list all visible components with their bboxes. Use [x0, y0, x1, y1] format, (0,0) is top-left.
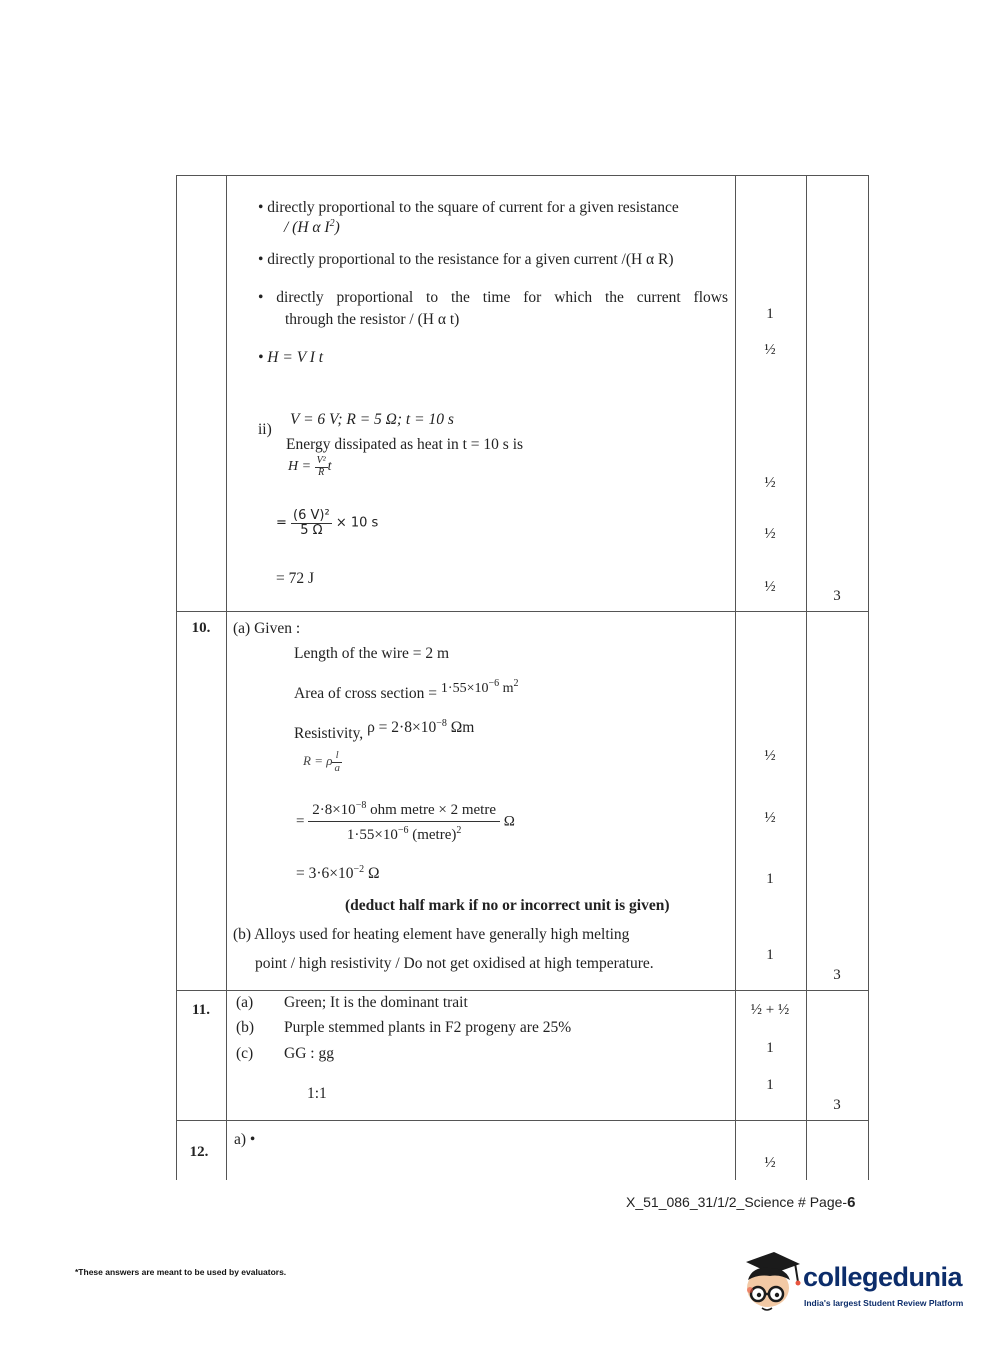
table-border-left: [176, 175, 177, 1180]
q10-part-a: (a) Given :: [233, 620, 301, 637]
q9-calc-num: (6 V)²: [293, 508, 330, 523]
collegedunia-logo: [740, 1248, 975, 1320]
q9-mark-2: ½: [764, 342, 776, 358]
q9-formula-lhs: H =: [288, 459, 315, 475]
q11-mark-2: 1: [766, 1040, 774, 1056]
q10-formula-lhs: R = ρ: [303, 753, 333, 769]
q10-resistivity-unit: Ωm: [446, 719, 475, 737]
q11-mark-3: 1: [766, 1077, 774, 1093]
q10-result-unit: Ω: [364, 865, 380, 883]
q10-resistivity: [294, 718, 474, 743]
q10-area-value: 1·55×10: [440, 681, 489, 697]
q10-calc-num-b: ohm metre × 2 metre: [366, 802, 496, 818]
q9-formula-den: R: [318, 466, 325, 478]
q9-total: 3: [833, 588, 841, 604]
q10-resistivity-value: ρ = 2·8×10: [367, 719, 437, 737]
q10-formula-num: l: [332, 750, 342, 763]
q10-deduction-note: (deduct half mark if no or incorrect unit is given): [345, 897, 670, 914]
row-divider-q11: [176, 990, 869, 991]
q9-part-ii-label: ii): [258, 421, 272, 438]
q11-text-b: Purple stemmed plants in F2 progeny are 25%: [284, 1019, 572, 1036]
q10-resistivity-exp: −8: [436, 718, 447, 729]
q9-heat-formula: [288, 456, 332, 478]
q10-area: [294, 678, 519, 703]
page-number: 6: [847, 1194, 856, 1211]
q10-result-exp: −2: [353, 864, 365, 875]
q9-bullet-resistance: • directly proportional to the resistance for a given current /(H α R): [258, 251, 674, 268]
evaluator-disclaimer: *These answers are meant to be used by evaluators.: [75, 1267, 287, 1277]
q10-calc-den-a: 1·55×10: [346, 826, 398, 843]
table-divider-total: [806, 175, 807, 1180]
q12-part-a: a) •: [234, 1131, 256, 1148]
q10-resistance-formula: [303, 750, 342, 774]
q9-bullet-square-current: • directly proportional to the square of current for a given resistance: [258, 199, 679, 216]
table-border-top: [176, 175, 869, 176]
q9-relation-prefix: / (H α I: [284, 219, 330, 237]
q9-relation-sup: 2: [329, 218, 335, 229]
brand-tagline: India's largest Student Review Platform: [804, 1298, 964, 1308]
q11-number: 11.: [192, 1002, 210, 1018]
q9-result: = 72 J: [276, 570, 315, 587]
q10-calc-den-sup: 2: [456, 824, 462, 836]
row-divider-q10: [176, 611, 869, 612]
q9-mark-4: ½: [764, 526, 776, 542]
q10-mark-3: 1: [766, 871, 774, 887]
brand-name: collegedunia: [803, 1262, 963, 1292]
q9-calc-den: 5 Ω: [300, 522, 323, 538]
q10-calc-den-exp: −6: [397, 824, 409, 836]
q9-relation-i-squared: [284, 218, 340, 237]
q9-mark-5: ½: [764, 579, 776, 595]
q9-given-values: V = 6 V; R = 5 Ω; t = 10 s: [290, 411, 454, 428]
q10-area-unit-sup: 2: [513, 678, 519, 689]
table-divider-marks: [735, 175, 736, 1180]
q12-number: 12.: [189, 1144, 209, 1160]
q10-calc-den-b: (metre): [408, 826, 457, 843]
table-border-right: [868, 175, 869, 1180]
q11-mark-1: ½ + ½: [750, 1002, 790, 1018]
q11-label-c: (c): [236, 1045, 254, 1062]
q10-calculation: [296, 801, 515, 844]
q10-part-b-line2: point / high resistivity / Do not get oxidised at high temperature.: [255, 955, 654, 972]
q10-calc-num-exp: −8: [355, 800, 367, 811]
q11-total: 3: [833, 1097, 841, 1113]
q10-calc-eq: =: [296, 813, 305, 830]
q10-resistivity-label: Resistivity,: [294, 725, 368, 743]
q9-formula-rhs: t: [327, 459, 332, 475]
q11-label-a: (a): [236, 994, 254, 1011]
q10-calc-unit: Ω: [503, 813, 515, 830]
page-identifier: [626, 1194, 855, 1211]
q10-number: 10.: [191, 620, 211, 636]
q9-formula-num: V²: [316, 455, 326, 466]
q10-area-label: Area of cross section =: [294, 685, 441, 703]
q11-text-a: Green; It is the dominant trait: [284, 994, 468, 1011]
table-divider-qnum: [226, 175, 227, 1180]
q9-calc-rhs: × 10 s: [335, 515, 379, 531]
q10-result: [296, 864, 380, 883]
q10-part-b-line1: (b) Alloys used for heating element have generally high melting: [233, 926, 630, 943]
mascot-icon: [740, 1248, 804, 1320]
q9-calculation: [276, 509, 378, 537]
q9-calc-eq: =: [276, 515, 287, 531]
q10-mark-1: ½: [764, 748, 776, 764]
q10-area-exp: −6: [488, 678, 500, 689]
q10-mark-2: ½: [764, 810, 776, 826]
q9-bullet-formula: • H = V I t: [258, 349, 324, 366]
q9-relation-suffix: ): [334, 219, 340, 237]
q9-mark-3: ½: [764, 475, 776, 491]
q9-bullet-time-line2: through the resistor / (H α t): [285, 311, 460, 328]
row-divider-q12: [176, 1120, 869, 1121]
q10-calc-num-a: 2·8×10: [312, 802, 356, 818]
q10-length: Length of the wire = 2 m: [294, 645, 450, 662]
q9-mark-1: 1: [766, 306, 774, 322]
q10-formula-den: a: [334, 761, 340, 774]
q11-ratio: 1:1: [307, 1085, 327, 1102]
q11-label-b: (b): [236, 1019, 255, 1036]
q9-bullet-time-line1: • directly proportional to the time for which the current flows: [258, 289, 728, 306]
q10-result-value: = 3·6×10: [296, 865, 354, 883]
q10-total: 3: [833, 967, 841, 983]
q12-mark-1: ½: [764, 1155, 776, 1171]
q9-energy-text: Energy dissipated as heat in t = 10 s is: [286, 436, 524, 453]
page-id-prefix: X_51_086_31/1/2_Science # Page-: [626, 1194, 848, 1210]
q10-mark-4: 1: [766, 947, 774, 963]
q11-text-c: GG : gg: [284, 1045, 334, 1062]
q10-area-unit: m: [499, 681, 514, 697]
